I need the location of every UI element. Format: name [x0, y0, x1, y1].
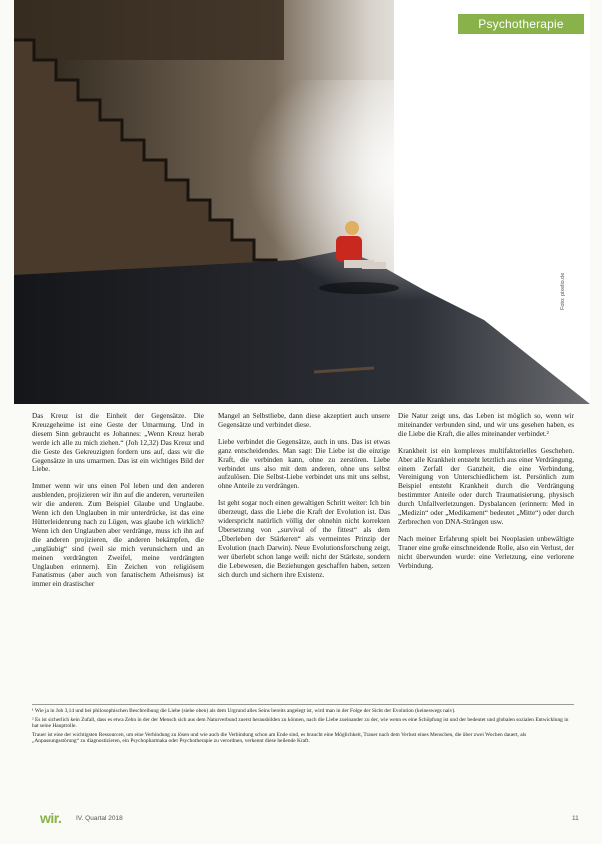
paragraph: Die Natur zeigt uns, das Leben ist möglich so, wenn wir miteinander verbunden sind, und wir uns gesehen haben, es die Liebe die Kraft, die alles miteinander verbindet.²	[398, 412, 574, 438]
photo-credit: Foto: pixelio.de	[560, 272, 566, 310]
staircase-photo	[14, 0, 590, 404]
footnote: ² Es ist sicherlich kein Zufall, dass es etwa Zehn in der der Mensch sich aus dem Naturverbund zuerst herausbilden zu können, nach die Liebe zueinander zu der, wie wenn es eine Schöpfung ist und der bedeutet und globalen sozialen Entwicklung in hat seine Hauptrolle.	[32, 716, 569, 730]
paragraph: Immer wenn wir uns einen Pol leben und den anderen ausblenden, projizieren wir ihn auf die anderen, verurteilen wir die anderen. Zum Beispiel Glaube und Unglaube. Wenn ich den Unglauben in mir unterdrücke, ist das eine Hütterleidenrung nach zu Lügen, was glaube ich wirklich? Wenn ich den Unglauben aber verdränge, muss ich ihn auf die anderen projizieren, die anderen bekämpfen, die „ungläubig“ sind (weil sie mich verunsichern und an meinen verdrängten Zweifel, meine verdrängten Unglauben erinnern). Ein Zeichen von religiösem Fanatismus (aber auch von fanatischem Atheismus) ist immer ein drastischer	[32, 482, 204, 589]
footnote: ¹ Wie ja in Joh 3,14 und bei philosophischen Beschreibung die Liebe (siehe oben) als dem Urgrund alles Seins bereits angelegt ist, wird man in der Folge der Sicht der Evolution (keineswegs naiv).	[32, 708, 456, 714]
issue-label: IV. Quartal 2018	[76, 815, 123, 822]
text-column-3	[398, 412, 574, 579]
paragraph: Das Kreuz ist die Einheit der Gegensätze. Die Kreuzgeheime ist eine Geste der Umarmung. Und in diesem Sinn gebraucht es Johannes: „Wenn Kreuz herab werde ich alle zu mich ziehen.“ (Joh 12,32) Das Kreuz und die Geste des Gekreuzigten fordern uns auf, dass wir die Gegensätze in uns umarmen. Das ist ein wichtiges Bild der Liebe.	[32, 412, 204, 474]
paragraph: Mangel an Selbstliebe, dann diese akzeptiert auch unsere Gegensätze und verbindet diese.	[218, 412, 390, 429]
paragraph: Nach meiner Erfahrung spielt bei Neoplasien unbewältigte Traner eine große einschneidende Rolle, also ein Verlust, der nicht überwunden wurde: eine Verletzung, eine verlorene Verbindung.	[398, 534, 574, 570]
footnotes	[32, 708, 574, 747]
paragraph: Ist geht sogar noch einen gewaltigen Schritt weiter: Ich bin überzeugt, dass die Liebe die Kraft der Evolution ist. Das widerspricht natürlich völlig der ohnehin nicht korrekten Übersetzung von „survival of the fittest“ als dem „Überleben der Stärkeren“ als vermeintes Prinzip der Evolution (nach Darwin). Neue Evolutionsforschung zeigt, wer überlebt schon lange weiß: nicht der Stärkste, sondern die Lebewesen, die Beziehungen geschaffen haben, setzen sich durch und sichern ihre Existenz.	[218, 499, 390, 579]
magazine-logo: wir.	[40, 810, 62, 826]
footnote-divider	[32, 704, 574, 705]
photo-illustration	[14, 0, 590, 404]
text-column-2	[218, 412, 390, 587]
footnote: Trauer ist eine der wichtigsten Ressourcen, um eine Verbindung zu lösen und wie auch die Verbindung schon am Ende sind, es braucht eine Möglichkeit, Trauer nach dem Verlust eines Menschen, die über zwei Wochen dauert, als „Anpassungsstörung“ zu diagnostizieren, ein Psychopharmaka oder Psychotherapie zu verordnen, verkennt diese heilende Kraft.	[32, 731, 527, 745]
paragraph: Liebe verbindet die Gegensätze, auch in uns. Das ist etwas ganz entscheidendes. Man sagt: Die Liebe ist die einzige Kraft, die verbinden kann, ohne zu zerstören. Liebe verbindet uns also mit dem anderen, ohne uns selbst aufzulösen. Die Selbst-Liebe verbindet uns mit uns selbst, ohne Anteile zu verdrängen.	[218, 437, 390, 491]
page-number: 11	[572, 815, 579, 822]
text-column-1	[32, 412, 204, 597]
section-label: Psychotherapie	[458, 14, 584, 34]
paragraph: Krankheit ist ein komplexes multifaktorielles Geschehen. Aber alle Krankheit entsteht letztlich aus einer Verdrängung, einem Zerfall der Ganzheit, die eine Verbindung, Vereinigung von Unterschiedlichem ist. Persönlich zum Beispiel entsteht Krankheit durch die Verdrängung bestimmter Anteile oder durch Traumatisierung, physisch durch Unfallverletzungen. Dysbalancen (erinnern: Med in „Medizin“ oder „Medikament“ bedeutet „Mitte“) oder durch Zerbrechen von DNA-Strängen usw.	[398, 446, 574, 526]
